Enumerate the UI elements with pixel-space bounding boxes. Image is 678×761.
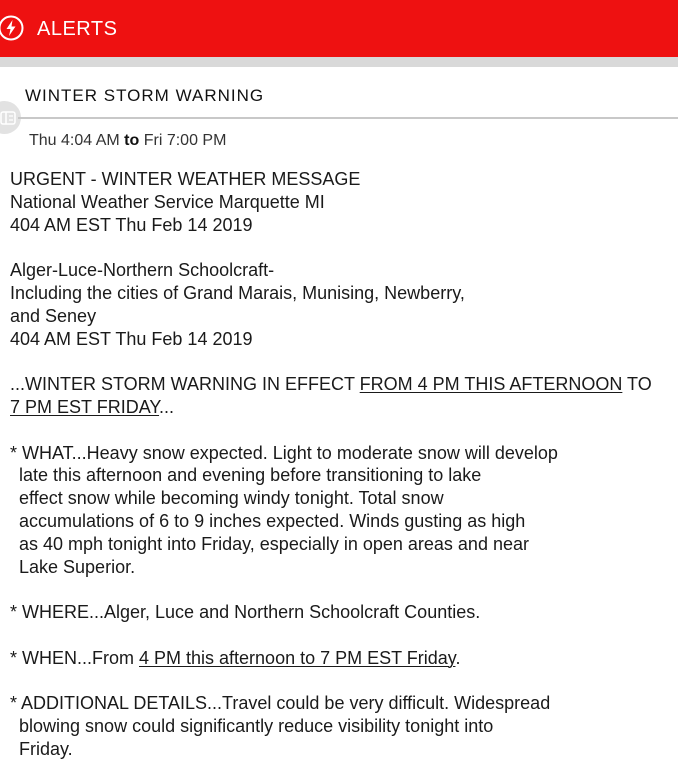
zone-line: 404 AM EST Thu Feb 14 2019 [10,328,253,349]
when-text: . [455,647,461,668]
header-title: ALERTS [37,18,118,40]
what-line: as 40 mph tonight into Friday, especially in open areas and near [19,533,529,554]
when-time-link[interactable]: 4 PM this afternoon to 7 PM EST Friday [139,647,456,668]
headline [10,373,670,396]
when-text: * WHEN...From [10,647,139,668]
details-line: blowing snow could significantly reduce visibility tonight into [19,716,494,737]
headline-text: TO [622,374,652,395]
message-line: 404 AM EST Thu Feb 14 2019 [10,214,253,235]
what-line: * WHAT...Heavy snow expected. Light to moderate snow will develop [10,442,558,463]
message-line: National Weather Service Marquette MI [10,191,325,212]
when-line [10,647,670,670]
zone-line: Alger-Luce-Northern Schoolcraft- [10,260,275,281]
title-divider [18,117,678,119]
what-line: accumulations of 6 to 9 inches expected. Winds gusting as high [19,510,526,531]
details-line: Friday. [19,738,73,759]
what-line: effect snow while becoming windy tonight. Total snow [19,488,444,509]
zone-line: Including the cities of Grand Marais, Munising, Newberry, [10,282,465,303]
what-line: late this afternoon and evening before transitioning to lake [19,465,482,486]
zone-line: and Seney [10,305,97,326]
time-start: Thu 4:04 AM [29,132,120,149]
message-line: URGENT - WINTER WEATHER MESSAGE [10,169,361,189]
menu-icon[interactable] [0,111,16,125]
headline-text: ...WINTER STORM WARNING IN EFFECT [10,374,360,395]
alert-title: WINTER STORM WARNING [25,86,265,105]
time-end: Fri 7:00 PM [143,132,227,149]
where-line: * WHERE...Alger, Luce and Northern Schoolcraft Counties. [10,602,481,623]
alert-message [10,168,670,761]
headline-time-link[interactable]: 7 PM EST FRIDAY [10,396,160,417]
time-to: to [124,132,140,149]
headline-text: ... [159,396,175,417]
headline-time-link[interactable]: FROM 4 PM THIS AFTERNOON [359,374,623,395]
details-line: * ADDITIONAL DETAILS...Travel could be very difficult. Widespread [10,693,551,714]
alert-time-range [29,132,226,150]
bolt-icon [0,15,24,41]
what-line: Lake Superior. [19,556,136,577]
alerts-header [0,0,678,57]
header-divider [0,57,678,67]
headline [10,396,670,419]
